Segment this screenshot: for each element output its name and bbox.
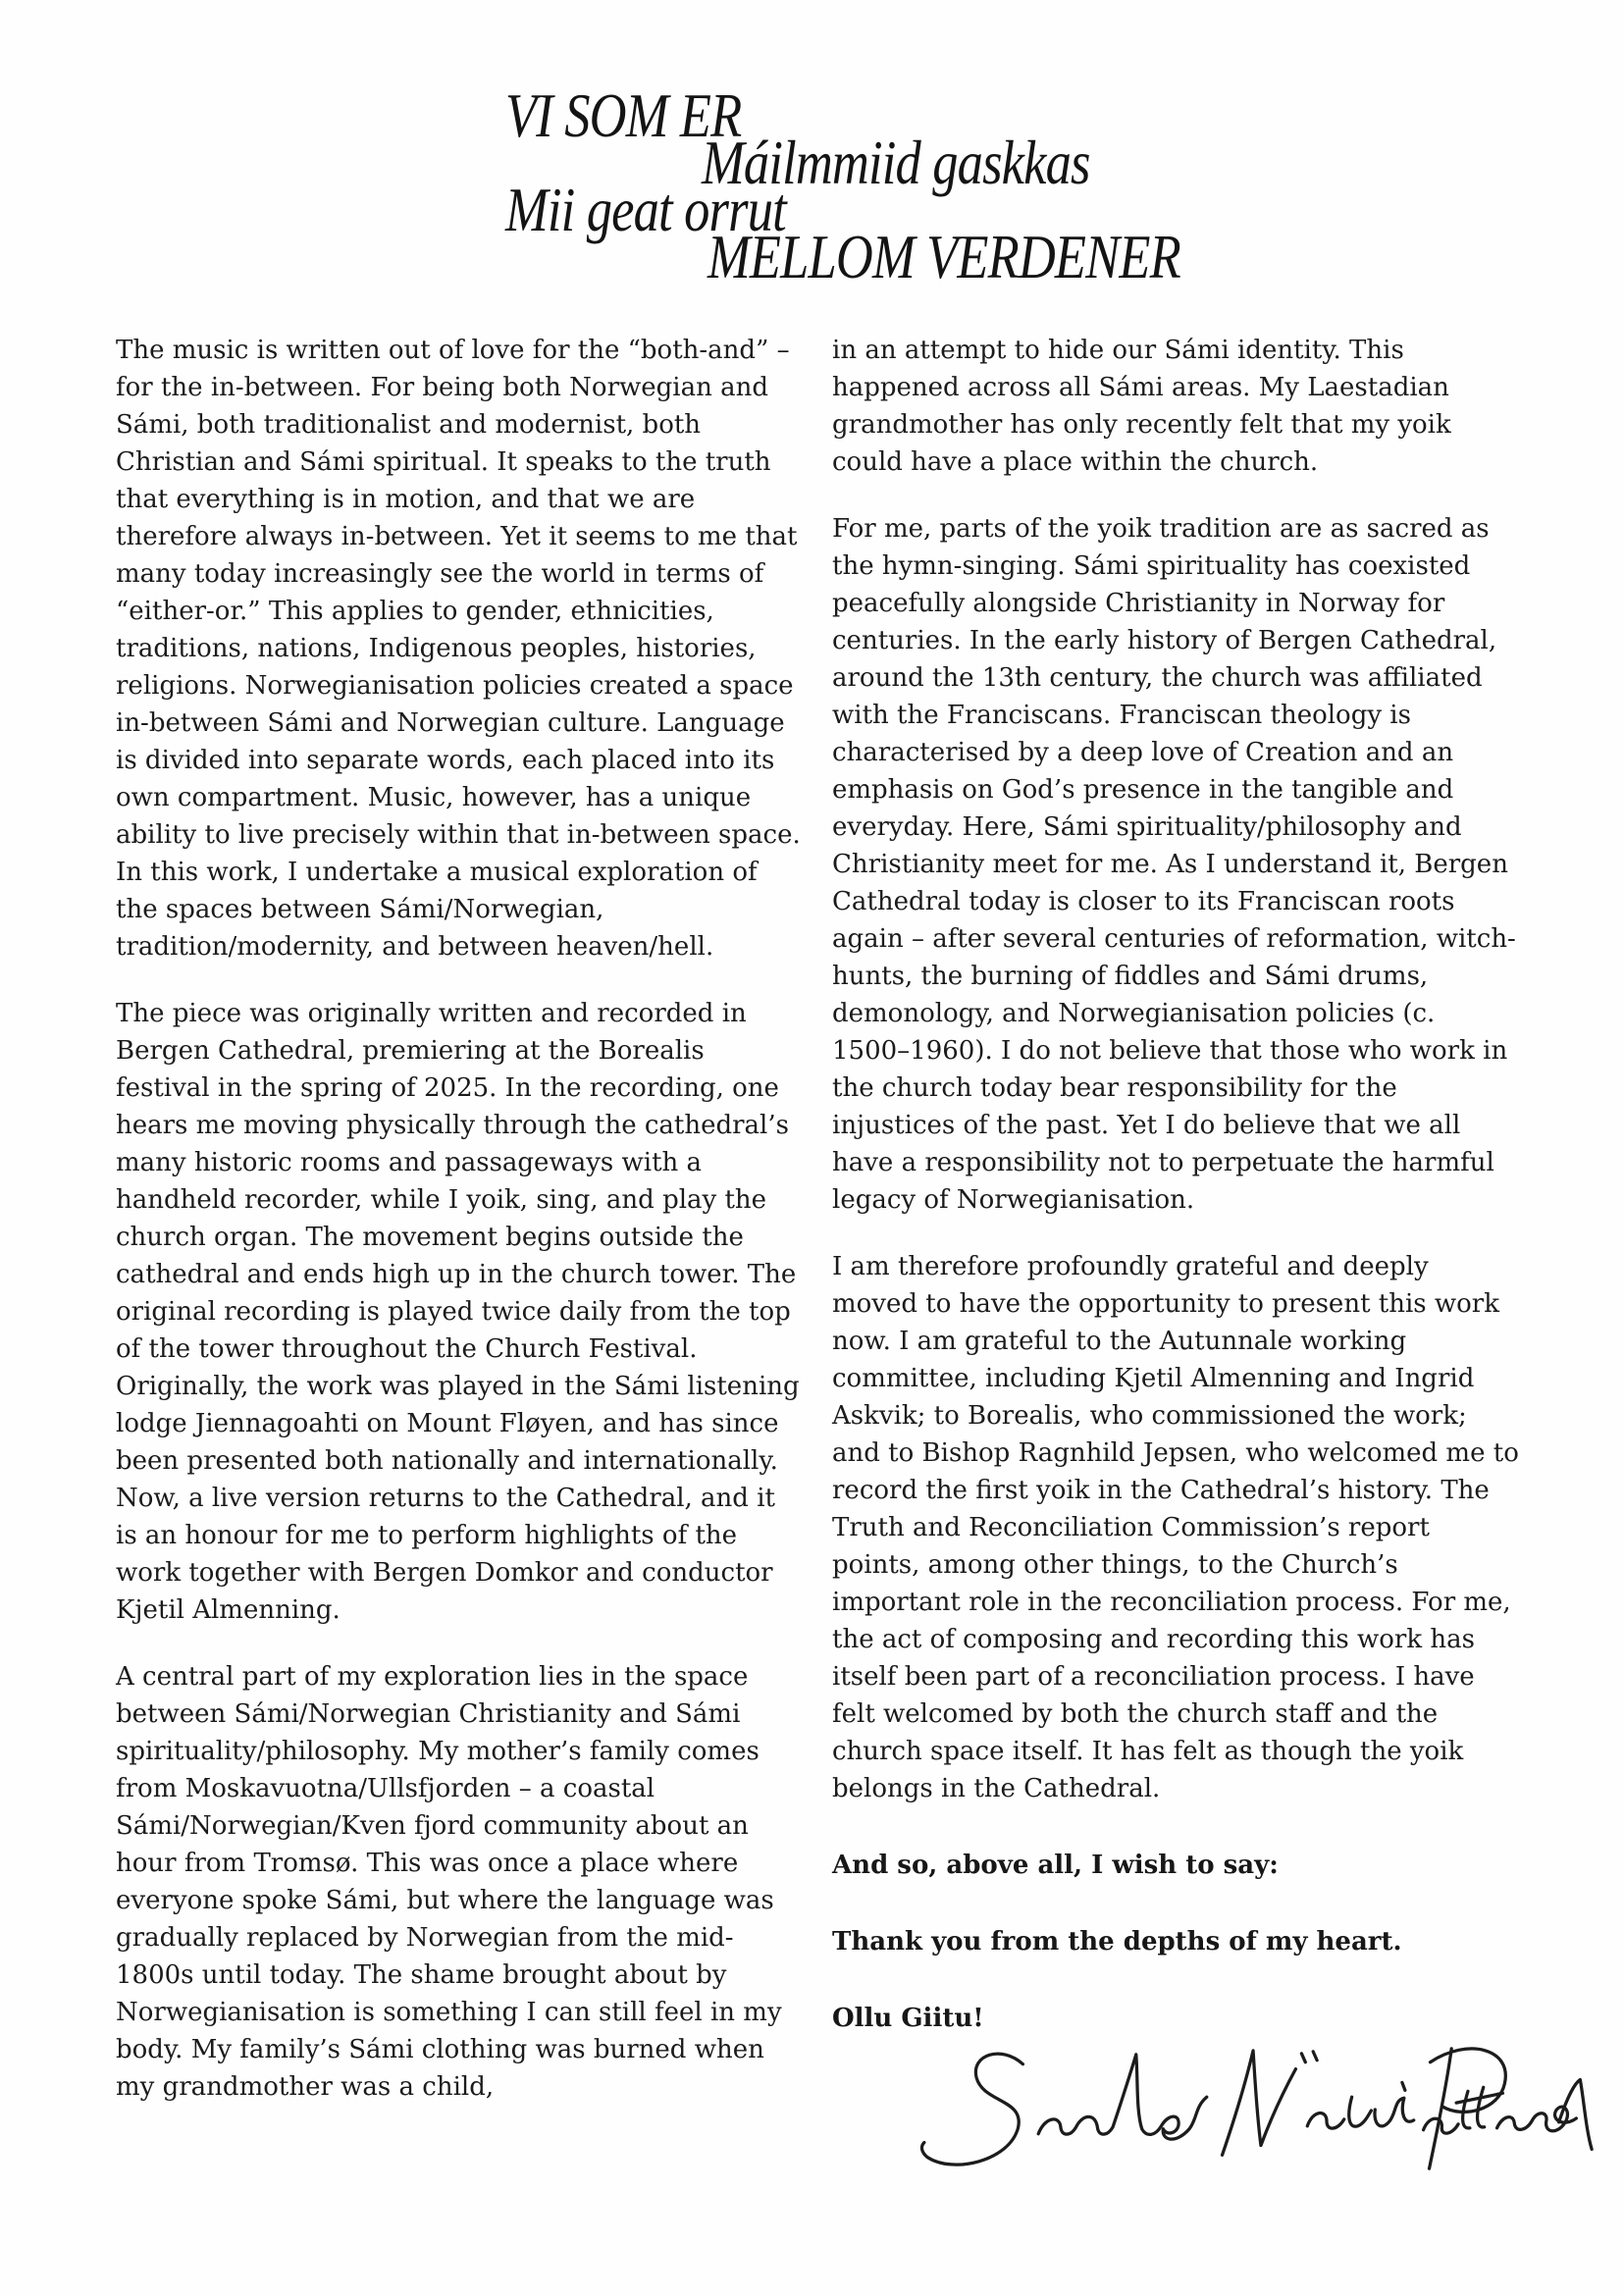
title-line-sami-1 bbox=[702, 128, 1521, 197]
column-left bbox=[116, 332, 803, 2184]
page-content bbox=[0, 80, 1624, 2184]
title-text: Máilmmiid gaskkas bbox=[702, 128, 1090, 197]
title-line-norwegian-2 bbox=[707, 222, 1521, 291]
paragraph: For me, parts of the yoik tradition are as sacred as the hymn-singing. Sámi spirituality has coexisted peacefully alongside Christianity in Norway for centuries. In the early history of Bergen Cathedral, around the 13th century, the church was affiliated with the Franciscans. Franciscan theology is characterised by a deep love of Creation and an emphasis on God’s presence in the tangible and everyday. Here, Sámi spirituality/philosophy and Christianity meet for me. As I understand it, Bergen Cathedral today is closer to its Franciscan roots again – after several centuries of reformation, witch-hunts, the burning of fiddles and Sámi drums, demonology, and Norwegianisation policies (c. 1500–1960). I do not believe that those who work in the church today bear responsibility for the injustices of the past. Yet I do believe that we all have a responsibility not to perpetuate the harmful legacy of Norwegianisation. bbox=[832, 514, 1516, 1215]
two-column-body bbox=[116, 332, 1521, 2184]
closing-line: Ollu Giitu! bbox=[832, 2004, 984, 2033]
title-text: MELLOM VERDENER bbox=[707, 222, 1180, 291]
title-text: VI SOM ER bbox=[505, 80, 742, 150]
paragraph: A central part of my exploration lies in the space between Sámi/Norwegian Christianity and Sámi spirituality/philosophy. My mother’s family comes from Moskavuotna/Ullsfjorden – a coastal Sámi/Norwegian/Kven fjord community about an hour from Tromsø. This was once a place where everyone spoke Sámi, but where the language was gradually replaced by Norwegian from the mid-1800s until today. The shame brought about by Norwegianisation is something I can still feel in my body. My family’s Sámi clothing was burned when my grandmother was a child, bbox=[116, 1662, 782, 2102]
paragraph: The piece was originally written and recorded in Bergen Cathedral, premiering at the Borealis festival in the spring of 2025. In the recording, one hears me moving physically through the cathedral’s many historic rooms and passageways with a handheld recorder, while I yoik, sing, and play the church organ. The movement begins outside the cathedral and ends high up in the church tower. The original recording is played twice daily from the top of the tower throughout the Church Festival. Originally, the work was played in the Sámi listening lodge Jiennagoahti on Mount Fløyen, and has since been presented both nationally and internationally. Now, a live version returns to the Cathedral, and it is an honour for me to perform highlights of the work together with Bergen Domkor and conductor Kjetil Almenning. bbox=[116, 999, 800, 1625]
column-right bbox=[832, 332, 1519, 2184]
title-text: Mii geat orrut bbox=[505, 175, 786, 244]
paragraph: The music is written out of love for the “both-and” – for the in-between. For being both Norwegian and Sámi, both traditionalist and modernist, both Christian and Sámi spiritual. It speaks to the truth that everything is in motion, and that we are therefore always in-between. Yet it seems to me that many today increasingly see the world in terms of “either-or.” This applies to gender, ethnicities, traditions, nations, Indigenous peoples, histories, religions. Norwegianisation policies created a space in-between Sámi and Norwegian culture. Language is divided into separate words, each placed into its own compartment. Music, however, has a unique ability to live precisely within that in-between space. In this work, I undertake a musical exploration of the spaces between Sámi/Norwegian, tradition/modernity, and between heaven/hell. bbox=[116, 336, 801, 962]
title-block bbox=[505, 80, 1521, 291]
closing-line: And so, above all, I wish to say: bbox=[832, 1851, 1279, 1880]
signature-handwriting bbox=[915, 2039, 1601, 2184]
paragraph: in an attempt to hide our Sámi identity. This happened across all Sámi areas. My Laestadian grandmother has only recently felt that my yoik could have a place within the church. bbox=[832, 336, 1451, 477]
paragraph: I am therefore profoundly grateful and deeply moved to have the opportunity to present this work now. I am grateful to the Autunnale working committee, including Kjetil Almenning and Ingrid Askvik; to Borealis, who commissioned the work; and to Bishop Ragnhild Jepsen, who welcomed me to record the first yoik in the Cathedral’s history. The Truth and Reconciliation Commission’s report points, among other things, to the Church’s important role in the reconciliation process. For me, the act of composing and recording this work has itself been part of a reconciliation process. I have felt welcomed by both the church staff and the church space itself. It has felt as though the yoik belongs in the Cathedral. bbox=[832, 1252, 1519, 1803]
closing-line: Thank you from the depths of my heart. bbox=[832, 1927, 1402, 1957]
